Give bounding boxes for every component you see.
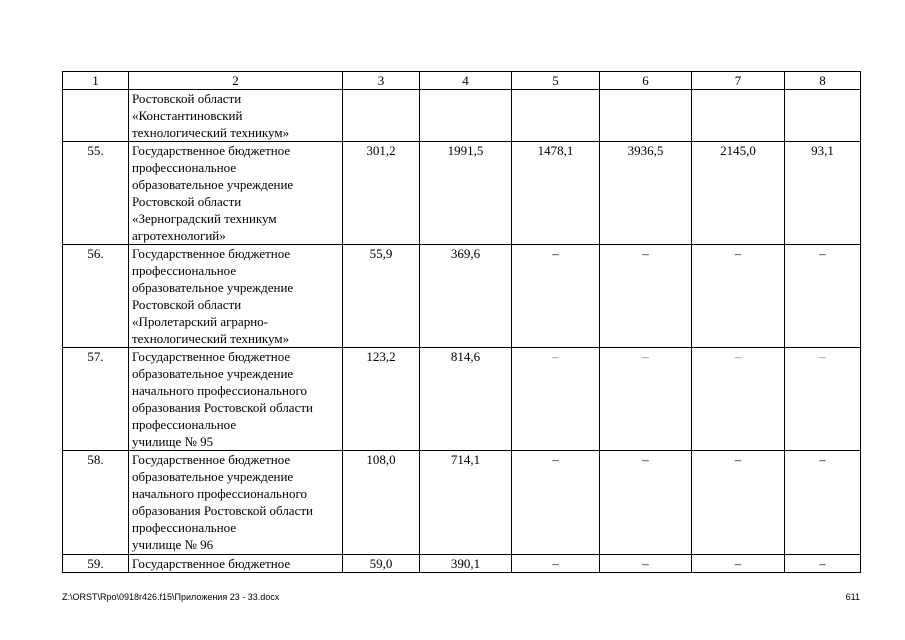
column-header: 7 [692,72,785,90]
value-cell: 1478,1 [512,142,600,245]
value-cell [343,90,420,142]
institution-name: Государственное бюджетное профессиональное образовательное учреждение Ростовской области «Зерноградский техникум агротехнологий» [129,142,343,245]
budget-table [62,71,861,573]
page-number: 611 [845,592,860,602]
value-cell: – [512,245,600,348]
institution-name: Государственное бюджетное профессиональное образовательное учреждение Ростовской области «Пролетарский аграрно- технологический техникум» [129,245,343,348]
value-cell: 390,1 [420,555,512,573]
row-number: 58. [63,451,129,555]
value-cell: 714,1 [420,451,512,555]
value-cell: – [512,348,600,451]
table-row [63,245,861,348]
value-cell: – [692,451,785,555]
value-cell [600,90,692,142]
value-cell: – [692,245,785,348]
institution-name: Государственное бюджетное образовательное учреждение начального профессионального образования Ростовской области профессиональное училище № 95 [129,348,343,451]
value-cell [785,90,861,142]
column-header: 5 [512,72,600,90]
value-cell [512,90,600,142]
column-header: 1 [63,72,129,90]
value-cell: – [692,555,785,573]
row-number: 57. [63,348,129,451]
footer-file-path: Z:\ORST\Rpo\0918r426.f15\Приложения 23 - 33.docx [62,592,280,602]
row-number [63,90,129,142]
value-cell: 301,2 [343,142,420,245]
value-cell: 123,2 [343,348,420,451]
column-header: 3 [343,72,420,90]
value-cell: – [785,348,861,451]
value-cell: 369,6 [420,245,512,348]
value-cell: 59,0 [343,555,420,573]
row-number: 55. [63,142,129,245]
value-cell: 814,6 [420,348,512,451]
value-cell: – [785,555,861,573]
institution-name: Государственное бюджетное [129,555,343,573]
value-cell [692,90,785,142]
column-header: 2 [129,72,343,90]
value-cell: 1991,5 [420,142,512,245]
table-row [63,555,861,573]
value-cell: 108,0 [343,451,420,555]
continuation-row [63,90,861,142]
value-cell: – [512,555,600,573]
value-cell: 55,9 [343,245,420,348]
value-cell: 3936,5 [600,142,692,245]
institution-name: Ростовской области «Константиновский технологический техникум» [129,90,343,142]
table-row [63,451,861,555]
value-cell: – [600,348,692,451]
value-cell: – [600,451,692,555]
table-row [63,348,861,451]
column-header: 6 [600,72,692,90]
header-row [63,72,861,90]
value-cell: – [692,348,785,451]
value-cell: – [600,245,692,348]
table-row [63,142,861,245]
column-header: 8 [785,72,861,90]
value-cell: – [785,245,861,348]
value-cell: 2145,0 [692,142,785,245]
value-cell: – [512,451,600,555]
value-cell [420,90,512,142]
value-cell: – [785,451,861,555]
row-number: 56. [63,245,129,348]
row-number: 59. [63,555,129,573]
institution-name: Государственное бюджетное образовательное учреждение начального профессионального образования Ростовской области профессиональное училище № 96 [129,451,343,555]
column-header: 4 [420,72,512,90]
value-cell: 93,1 [785,142,861,245]
value-cell: – [600,555,692,573]
